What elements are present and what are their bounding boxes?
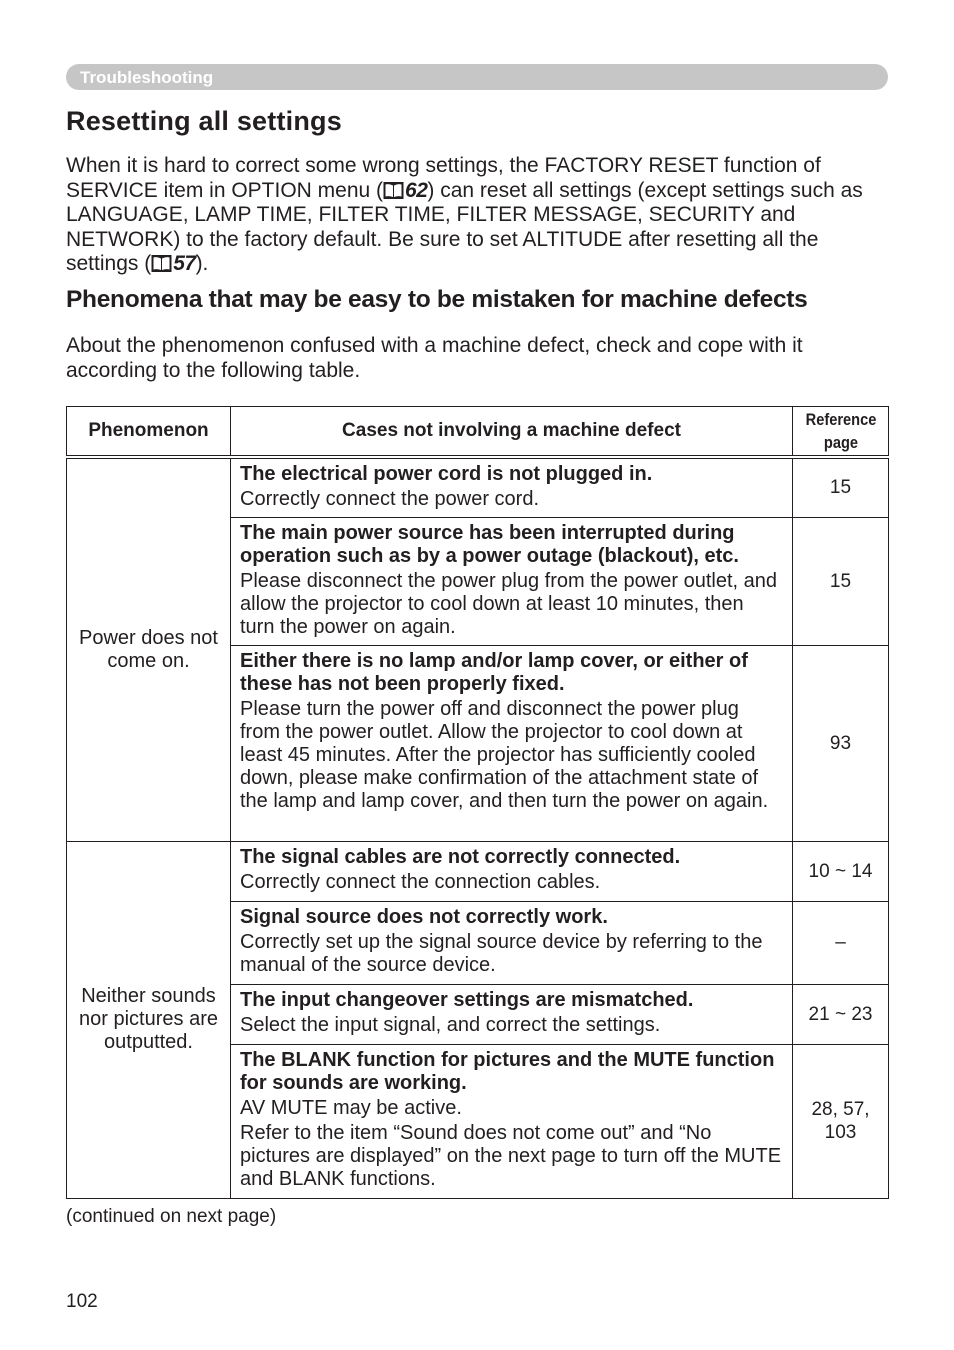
header-ref-line2: page [823,433,858,452]
phenomena-heading: Phenomena that may be easy to be mistaken for machine defects [66,286,808,313]
reset-text-2: ) can reset all settings (except settings such as LANGUAGE, LAMP TIME, FILTER TIME, FILTER MESSAGE, SECURITY and NETWORK) to the factory default. Be sure to set ALTITUDE after resetting all the settings ( [66,178,863,275]
reference-page-cell: – [793,901,889,984]
case-cell [231,901,793,984]
case-cell [231,1044,793,1198]
case-cell [231,841,793,901]
header-ref-line1: Reference [805,410,876,429]
case-remedy: Select the input signal, and correct the settings. [240,1013,661,1036]
table-row [67,457,889,517]
case-title: The electrical power cord is not plugged in. [240,463,653,485]
case-remedy: Correctly connect the power cord. [240,488,540,510]
reference-page-cell: 10 ~ 14 [793,841,889,901]
case-title: Either there is no lamp and/or lamp cover, or either of these has not been properly fixed. [240,649,748,695]
book-icon [151,254,172,273]
section-header-label: Troubleshooting [80,68,214,87]
reset-heading: Resetting all settings [66,106,342,136]
reference-page-cell: 93 [793,645,889,841]
book-icon [383,181,404,200]
case-remedy: Correctly connect the connection cables. [240,870,601,893]
header-reference-page [799,407,882,458]
header-phenomenon: Phenomenon [67,407,231,458]
reference-page-cell: 15 [793,457,889,517]
table-header-row [67,407,889,458]
reset-text-1: When it is hard to correct some wrong settings, the FACTORY RESET function of SERVICE item in OPTION menu ( [66,154,821,202]
case-remedy: Refer to the item “Sound does not come out” and “No pictures are displayed” on the next page to turn off the MUTE and BLANK functions. [240,1121,782,1190]
case-title: Signal source does not correctly work. [240,905,608,928]
reference-page-cell: 21 ~ 23 [793,984,889,1044]
case-cell [231,645,793,841]
continued-note: (continued on next page) [66,1206,277,1227]
section-header-bar [66,64,888,90]
phenomenon-cell: Power does not come on. [67,457,231,841]
case-title: The input changeover settings are mismatched. [240,988,694,1011]
troubleshooting-table [66,406,889,1199]
case-title: The signal cables are not correctly connected. [240,845,681,868]
case-remedy: Please turn the power off and disconnect the power plug from the power outlet. Allow the projector to cool down at least 45 minutes. After the projector has sufficiently cooled down, please make confirmation of the attachment state of the lamp and lamp cover, and then turn the power on again. [240,697,769,812]
header-cases: Cases not involving a machine defect [231,407,793,458]
table-row [67,841,889,901]
case-cell [231,517,793,645]
case-title: The BLANK function for pictures and the MUTE function for sounds are working. [240,1048,775,1094]
case-remedy: Please disconnect the power plug from the power outlet, and allow the projector to cool down at least 10 minutes, then turn the power on again. [240,569,777,638]
case-remedy: AV MUTE may be active. [240,1096,462,1119]
case-cell [231,457,793,517]
reference-page-cell: 15 [793,517,889,645]
phenomena-intro: About the phenomenon confused with a machine defect, check and cope with it according to the following table. [66,334,803,382]
case-remedy: Correctly set up the signal source device by referring to the manual of the source device. [240,930,763,976]
page-number: 102 [66,1291,98,1312]
phenomenon-cell: Neither sounds nor pictures are outputted. [67,841,231,1198]
reset-paragraph [66,154,888,277]
reset-text-3: ). [195,252,209,275]
case-cell [231,984,793,1044]
page-ref-62[interactable]: 62 [405,178,428,202]
case-title: The main power source has been interrupted during operation such as by a power outage (blackout), etc. [240,521,739,567]
reference-page-cell: 28, 57, 103 [793,1044,889,1198]
page-ref-57[interactable]: 57 [173,252,196,275]
